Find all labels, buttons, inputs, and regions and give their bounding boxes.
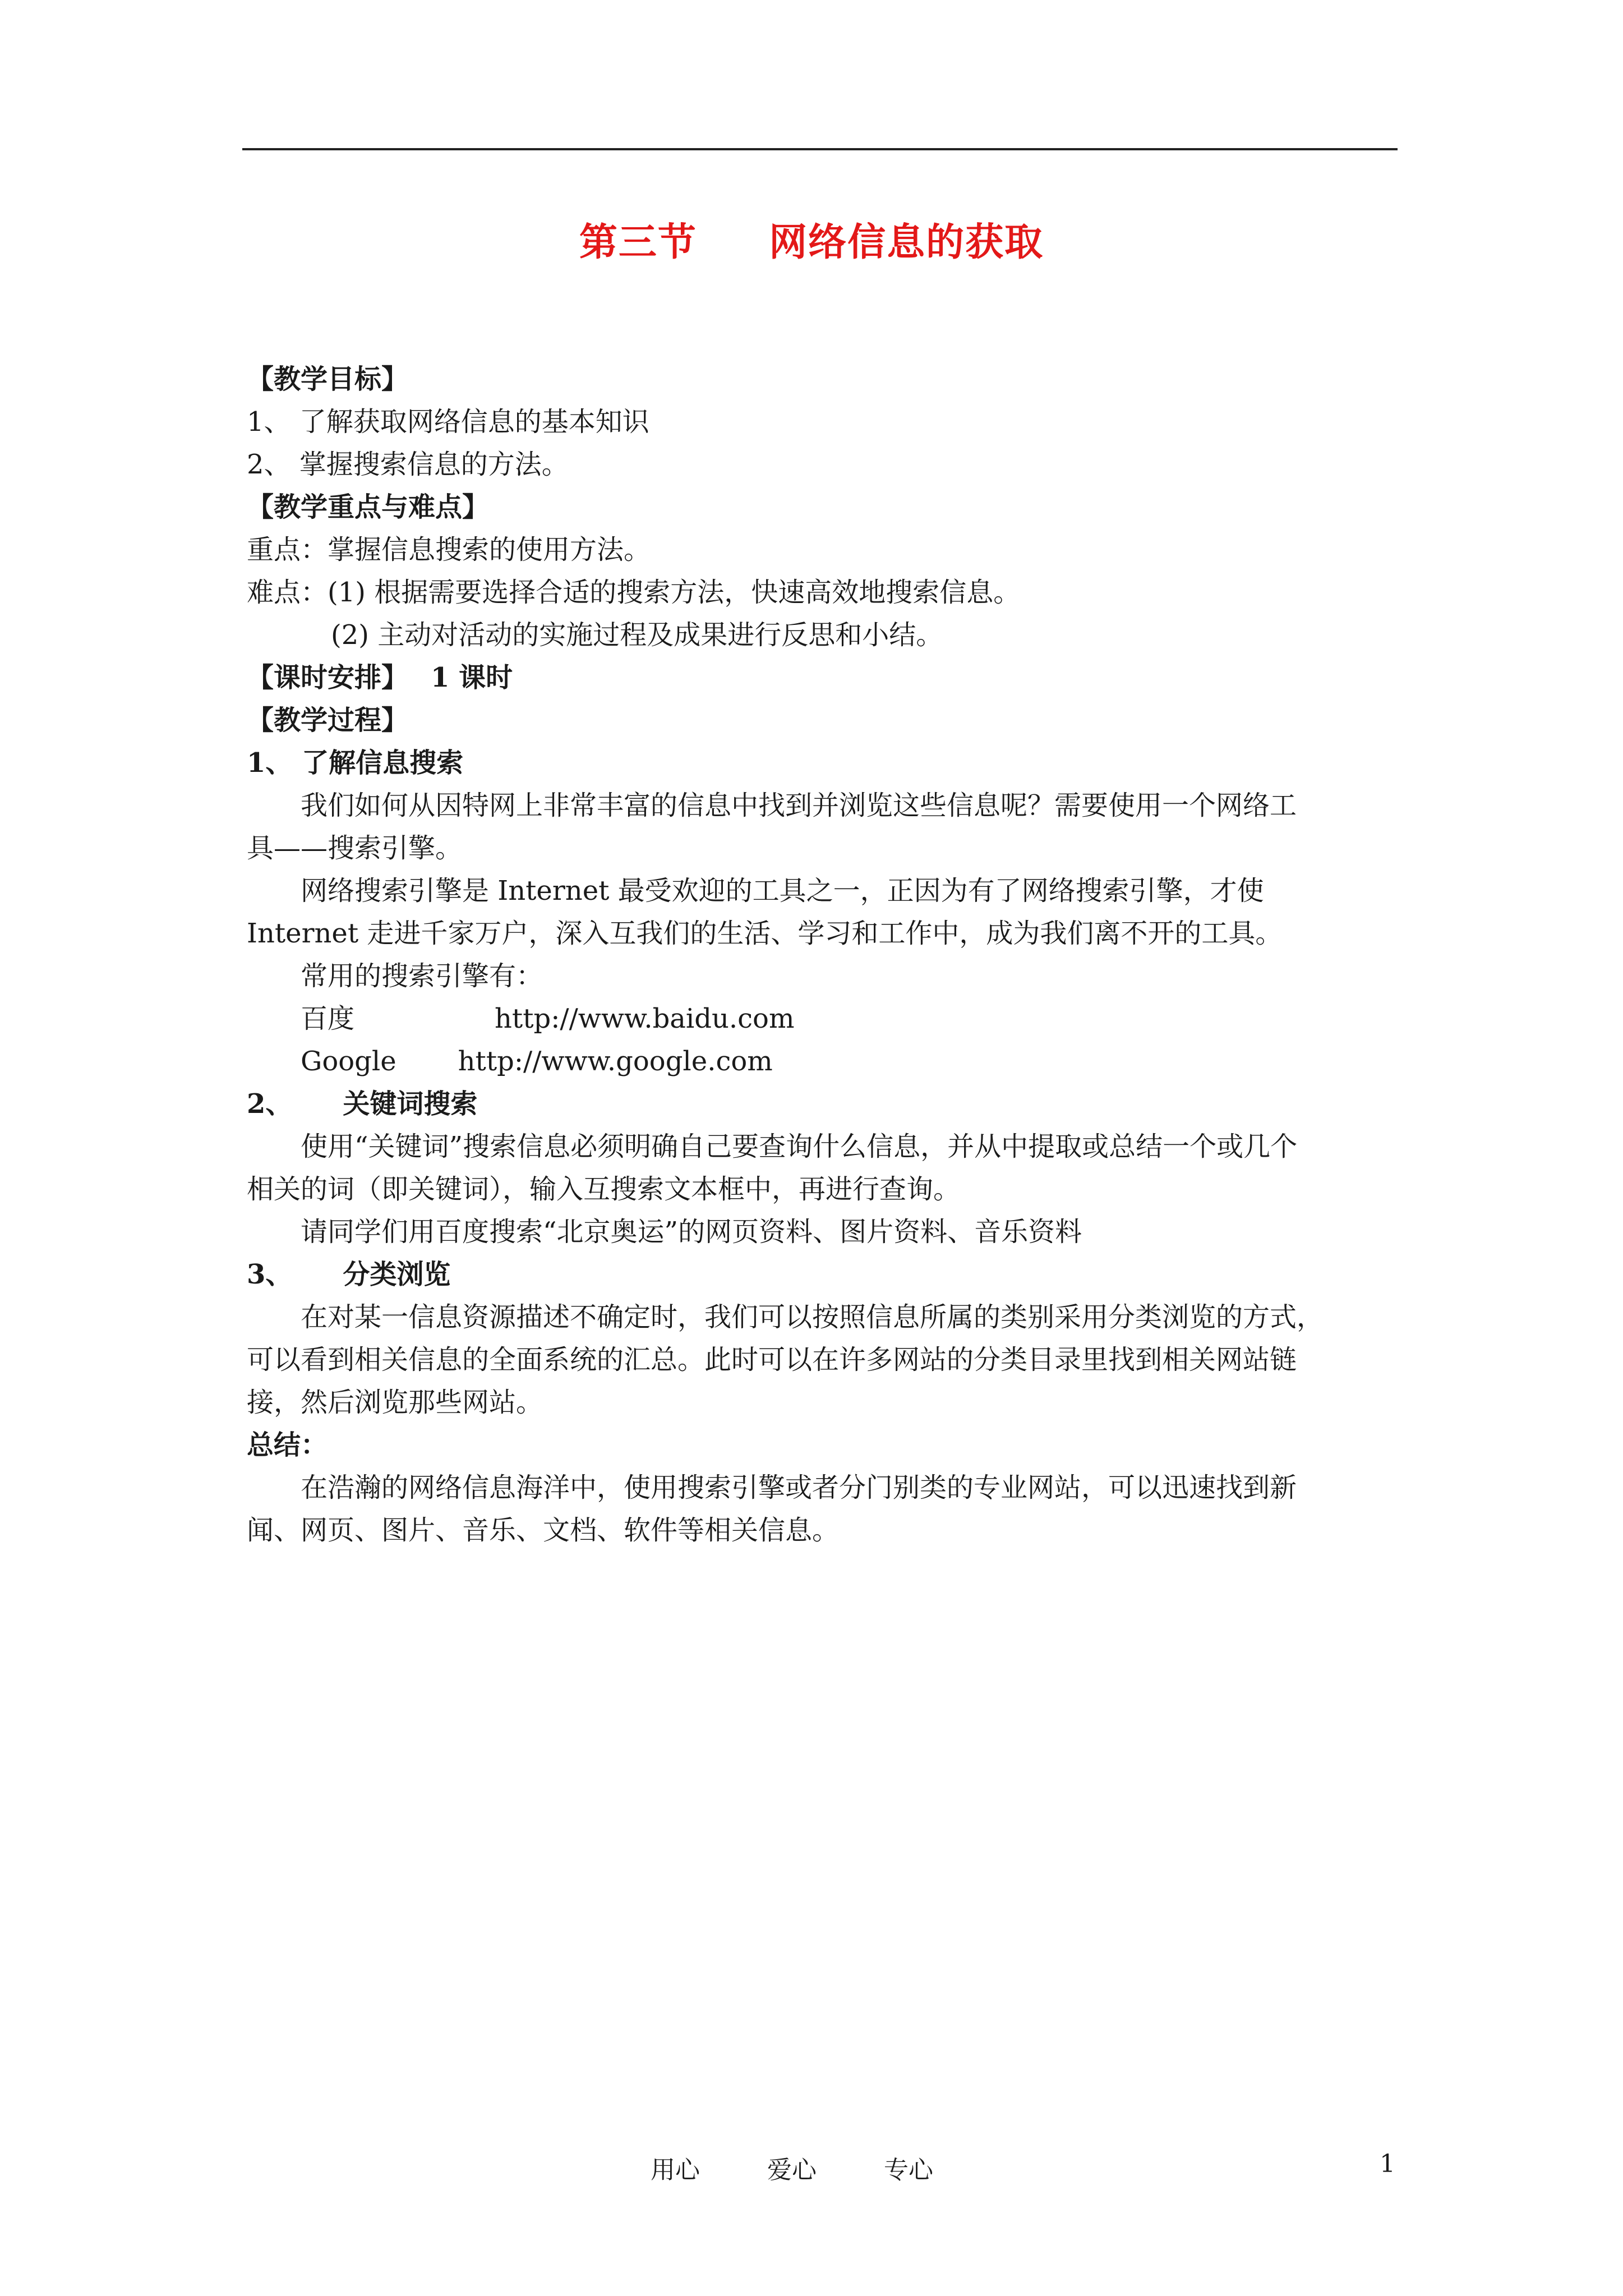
focus-heading: 【教学重点与难点】 <box>247 491 490 523</box>
part3-heading-text: 分类浏览 <box>343 1259 451 1290</box>
part2-heading <box>247 1083 1396 1125</box>
footer-word-1: 用心 <box>651 2156 700 2184</box>
objectives-heading: 【教学目标】 <box>247 364 409 395</box>
footer-motto <box>651 2150 1000 2185</box>
part2-paragraph-1-line-2: 相关的词（即关键词），输入互搜索文本框中，再进行查询。 <box>247 1174 961 1205</box>
document-body <box>247 358 1396 1552</box>
footer-word-3: 专心 <box>884 2156 933 2184</box>
page-title: 第三节 网络信息的获取 <box>579 220 1044 265</box>
part3-paragraph-line-1: 在对某一信息资源描述不确定时，我们可以按照信息所属的类别采用分类浏览的方式， <box>301 1301 1324 1333</box>
footer-word-2: 爱心 <box>767 2156 817 2184</box>
part2-paragraph-2: 请同学们用百度搜索“北京奥运”的网页资料、图片资料、音乐资料 <box>301 1216 1082 1248</box>
part1-heading: 1、 了解信息搜索 <box>247 747 464 779</box>
schedule-value: 1 课时 <box>431 662 513 693</box>
part1-paragraph-3: 常用的搜索引擎有： <box>301 960 543 992</box>
header-rule <box>242 148 1398 150</box>
engine-row-google <box>247 1040 1396 1083</box>
summary-line-1: 在浩瀚的网络信息海洋中，使用搜索引擎或者分门别类的专业网站，可以迅速找到新 <box>301 1472 1297 1503</box>
part2-paragraph-1-line-1: 使用“关键词”搜索信息必须明确自己要查询什么信息，并从中提取或总结一个或几个 <box>301 1131 1298 1162</box>
part1-paragraph-1-line-1: 我们如何从因特网上非常丰富的信息中找到并浏览这些信息呢？需要使用一个网络工 <box>301 790 1297 821</box>
difficulty-1: 难点：(1) 根据需要选择合适的搜索方法，快速高效地搜索信息。 <box>247 577 1021 608</box>
part3-heading-number: 3、 <box>247 1259 293 1290</box>
difficulty-2: (2) 主动对活动的实施过程及成果进行反思和小结。 <box>331 619 943 651</box>
part2-heading-text: 关键词搜索 <box>343 1088 478 1120</box>
engine-row-baidu <box>247 997 1396 1040</box>
summary-heading: 总结： <box>247 1429 328 1461</box>
engine-url-baidu[interactable]: http://www.baidu.com <box>495 1003 795 1034</box>
part1-paragraph-2-line-2: Internet 走进千家万户，深入互我们的生活、学习和工作中，成为我们离不开的工具。 <box>247 918 1283 949</box>
key-point: 重点：掌握信息搜索的使用方法。 <box>247 534 651 565</box>
part3-paragraph-line-3: 接，然后浏览那些网站。 <box>247 1387 543 1418</box>
engine-url-google[interactable]: http://www.google.com <box>458 1046 773 1077</box>
schedule-heading: 【课时安排】 <box>247 662 409 693</box>
part1-paragraph-1-line-2: 具——搜索引擎。 <box>247 832 463 864</box>
part1-paragraph-2-line-1: 网络搜索引擎是 Internet 最受欢迎的工具之一，正因为有了网络搜索引擎，才使 <box>301 875 1264 907</box>
page-number: 1 <box>1380 2150 1395 2178</box>
objective-2: 2、 掌握搜索信息的方法。 <box>247 449 569 480</box>
part3-heading <box>247 1253 1396 1296</box>
summary-line-2: 闻、网页、图片、音乐、文档、软件等相关信息。 <box>247 1515 840 1546</box>
objective-1: 1、 了解获取网络信息的基本知识 <box>247 406 649 438</box>
process-heading: 【教学过程】 <box>247 705 409 736</box>
schedule-row <box>247 656 1396 699</box>
engine-name-baidu: 百度 <box>301 1003 355 1034</box>
engine-name-google: Google <box>301 1046 396 1077</box>
part3-paragraph-line-2: 可以看到相关信息的全面系统的汇总。此时可以在许多网站的分类目录里找到相关网站链 <box>247 1344 1297 1375</box>
part2-heading-number: 2、 <box>247 1088 293 1120</box>
